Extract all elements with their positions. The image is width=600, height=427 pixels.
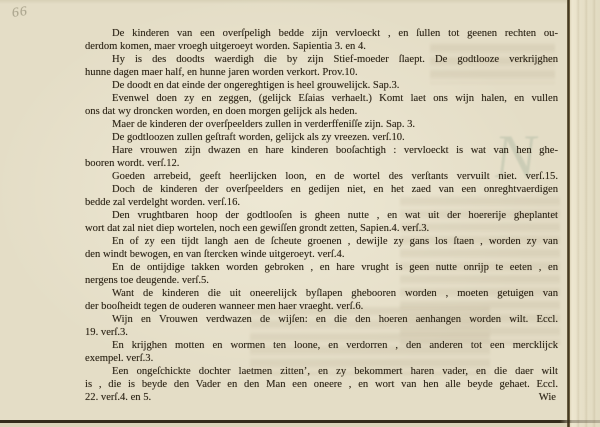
- text-line: booren wordt. verſ.12.: [85, 158, 180, 169]
- text-line: De godtloozen zullen geſtraft worden, gelijck als zy vreezen. verſ.10.: [112, 132, 405, 143]
- text-line: Wijn en Vrouwen verdwazen de wijſen: en die den hoeren aenhangen worden wilt. Eccl.: [112, 314, 558, 325]
- text-line: is , die is beyde den Vader en den Man een oneere , en wort van hen alle beyde gehaet. Eccl.: [85, 379, 558, 390]
- paragraph: [85, 365, 558, 404]
- paragraph: [85, 287, 558, 313]
- adjacent-page-edge: [570, 0, 600, 427]
- text-line: En krijghen motten en wormen ten loone, en verdorren , den anderen tot een mercklijck: [112, 340, 558, 351]
- text-line: Doch de kinderen der overſpeelders en gedijen niet, en het zaed van een onreghtvaerdigen: [112, 184, 558, 195]
- text-line: den windt bewogen, en van ſtercken winde uitgeroeyt. verſ.4.: [85, 249, 345, 260]
- paragraph: [85, 183, 558, 209]
- text-line: Hy is des doodts waerdigh die by zijn Stief-moeder ſlaept. De godtlooze verkrijghen: [112, 54, 558, 65]
- paragraph: [85, 118, 558, 131]
- page-margin-below-edge: [0, 423, 567, 427]
- paragraph: [85, 53, 558, 79]
- paragraph: [85, 313, 558, 339]
- verse-reference: 22. verſ.4. en 5.: [85, 392, 152, 403]
- text-line: Evenwel doen zy en zeggen, (gelijck Eſaias verhaelt.) Komt laet ons wijn halen, en vullen: [112, 93, 558, 104]
- text-line: bedde zal verdelght worden. verſ.16.: [85, 197, 241, 208]
- text-line: Maer de kinderen der overſpeelders zullen in verderffeniſſe zijn. Sap. 3.: [112, 119, 416, 130]
- paragraph: [85, 79, 558, 92]
- text-line: hunne dagen maer half, en hunne jaren worden verkort. Prov.10.: [85, 67, 358, 78]
- text-line: 19. verſ.3.: [85, 327, 128, 338]
- text-line: En de ontijdige takken worden gebroken , en hare vrught is geen nutte onrijp te eeten , en: [112, 262, 558, 273]
- paragraph: [85, 170, 558, 183]
- text-block: [85, 27, 558, 404]
- text-line: Den vrughtbaren hoop der godtlooſen is gheen nutte , en wat uit der hoererije gheplantet: [112, 210, 558, 221]
- paragraph: [85, 209, 558, 235]
- folio-number: 66: [10, 3, 29, 22]
- text-line: [85, 391, 558, 404]
- paragraph: [85, 144, 558, 170]
- text-line: der booſheidt tegen de ouderen wanneer men haer vraeght. verſ.6.: [85, 301, 364, 312]
- text-line: nergens toe deugende. verſ.5.: [85, 275, 209, 286]
- paragraph: [85, 92, 558, 118]
- text-line: wort dat zal niet diep wortelen, noch een gewiſſen grondt zetten, Sapien.4. verſ.3.: [85, 223, 430, 234]
- catchword: Wie: [538, 392, 556, 403]
- text-line: derdom komen, maer vroegh uitgeroeyt worden. Sapientia 3. en 4.: [85, 41, 366, 52]
- text-line: De kinderen van een overſpeligh bedde zijn vervloeckt , en ſullen tot geenen rechten ou-: [112, 28, 558, 39]
- page-bottom-edge: [0, 420, 600, 423]
- text-line: De doodt en dat einde der ongereghtigen is heel grouwelijck. Sap.3.: [112, 80, 400, 91]
- text-line: Want de kinderen die uit oneerelijck byſlapen ghebooren worden , moeten getuigen van: [112, 288, 558, 299]
- paragraph: [85, 235, 558, 261]
- text-line: Hare vrouwen zijn dwazen en hare kinderen booſachtigh : vervloeckt is wat van hen ghe-: [112, 145, 558, 156]
- text-line: Een ongeſchickte dochter laetmen zitten’, en zy bekommert haren vader, en die daer wilt: [112, 366, 558, 377]
- text-line: exempel. verſ.3.: [85, 353, 154, 364]
- show-through-letter: N: [491, 123, 542, 191]
- text-line: Goeden arrebeid, geeft heerlijcken loon, en de wortel des verſtants vervuilt niet. verſ.15.: [112, 171, 558, 182]
- paragraph: [85, 261, 558, 287]
- paragraph: [85, 27, 558, 53]
- paragraph: [85, 131, 558, 144]
- text-line: ons dat wy droncken worden, en doen morgen gelijck als heden.: [85, 106, 358, 117]
- text-line: En of zy een tijdt langh aen de ſcheute groenen , dewijle zy gans los ſtaen , worden zy van: [112, 236, 558, 247]
- paragraph: [85, 339, 558, 365]
